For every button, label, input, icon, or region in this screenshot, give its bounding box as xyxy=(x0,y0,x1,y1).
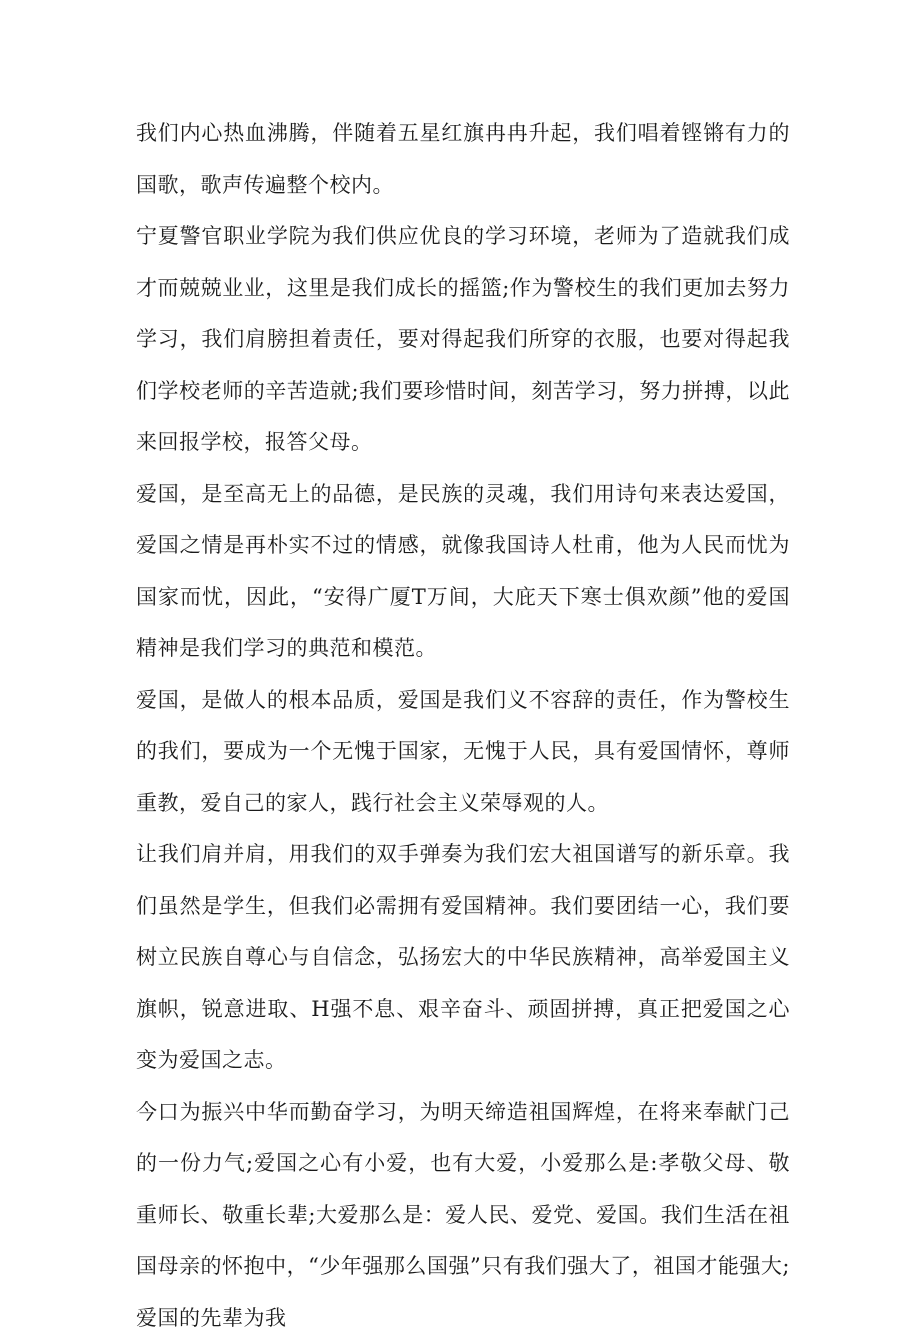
document-body xyxy=(136,108,790,1344)
paragraph-6: 今口为振兴中华而勤奋学习，为明天缔造祖国辉煌，在将来奉献门己的一份力气;爱国之心有小爱，也有大爱，小爱那么是:孝敬父母、敬重师长、敬重长辈;大爱那么是：爱人民、爱党、爱国。我们生活在祖国母亲的怀抱中，“少年强那么国强”只有我们强大了，祖国才能强大;爱国的先辈为我 xyxy=(136,1087,790,1344)
paragraph-1: 我们内心热血沸腾，伴随着五星红旗冉冉升起，我们唱着铿锵有力的国歌，歌声传遍整个校内。 xyxy=(136,108,790,211)
paragraph-2: 宁夏警官职业学院为我们供应优良的学习环境，老师为了造就我们成才而兢兢业业，这里是我们成长的摇篮;作为警校生的我们更加去努力学习，我们肩膀担着责任，要对得起我们所穿的衣服，也要对得起我们学校老师的辛苦造就;我们要珍惜时间，刻苦学习，努力拼搏，以此来回报学校，报答父母。 xyxy=(136,211,790,469)
paragraph-5: 让我们肩并肩，用我们的双手弹奏为我们宏大祖国谱写的新乐章。我们虽然是学生，但我们必需拥有爱国精神。我们要团结一心，我们要树立民族自尊心与自信念，弘扬宏大的中华民族精神，高举爱国主义旗帜，锐意进取、H强不息、艰辛奋斗、顽固拼搏，真正把爱国之心变为爱国之志。 xyxy=(136,829,790,1087)
paragraph-3: 爱国，是至高无上的品德，是民族的灵魂，我们用诗句来表达爱国，爱国之情是再朴实不过的情感，就像我国诗人杜甫，他为人民而忧为国家而忧，因此，“安得广厦T万间，大庇天下寒士俱欢颜”他的爱国精神是我们学习的典范和模范。 xyxy=(136,469,790,675)
paragraph-4: 爱国，是做人的根本品质，爱国是我们义不容辞的责任，作为警校生的我们，要成为一个无愧于国家，无愧于人民，具有爱国情怀，尊师重教，爱自己的家人，践行社会主义荣辱观的人。 xyxy=(136,675,790,830)
